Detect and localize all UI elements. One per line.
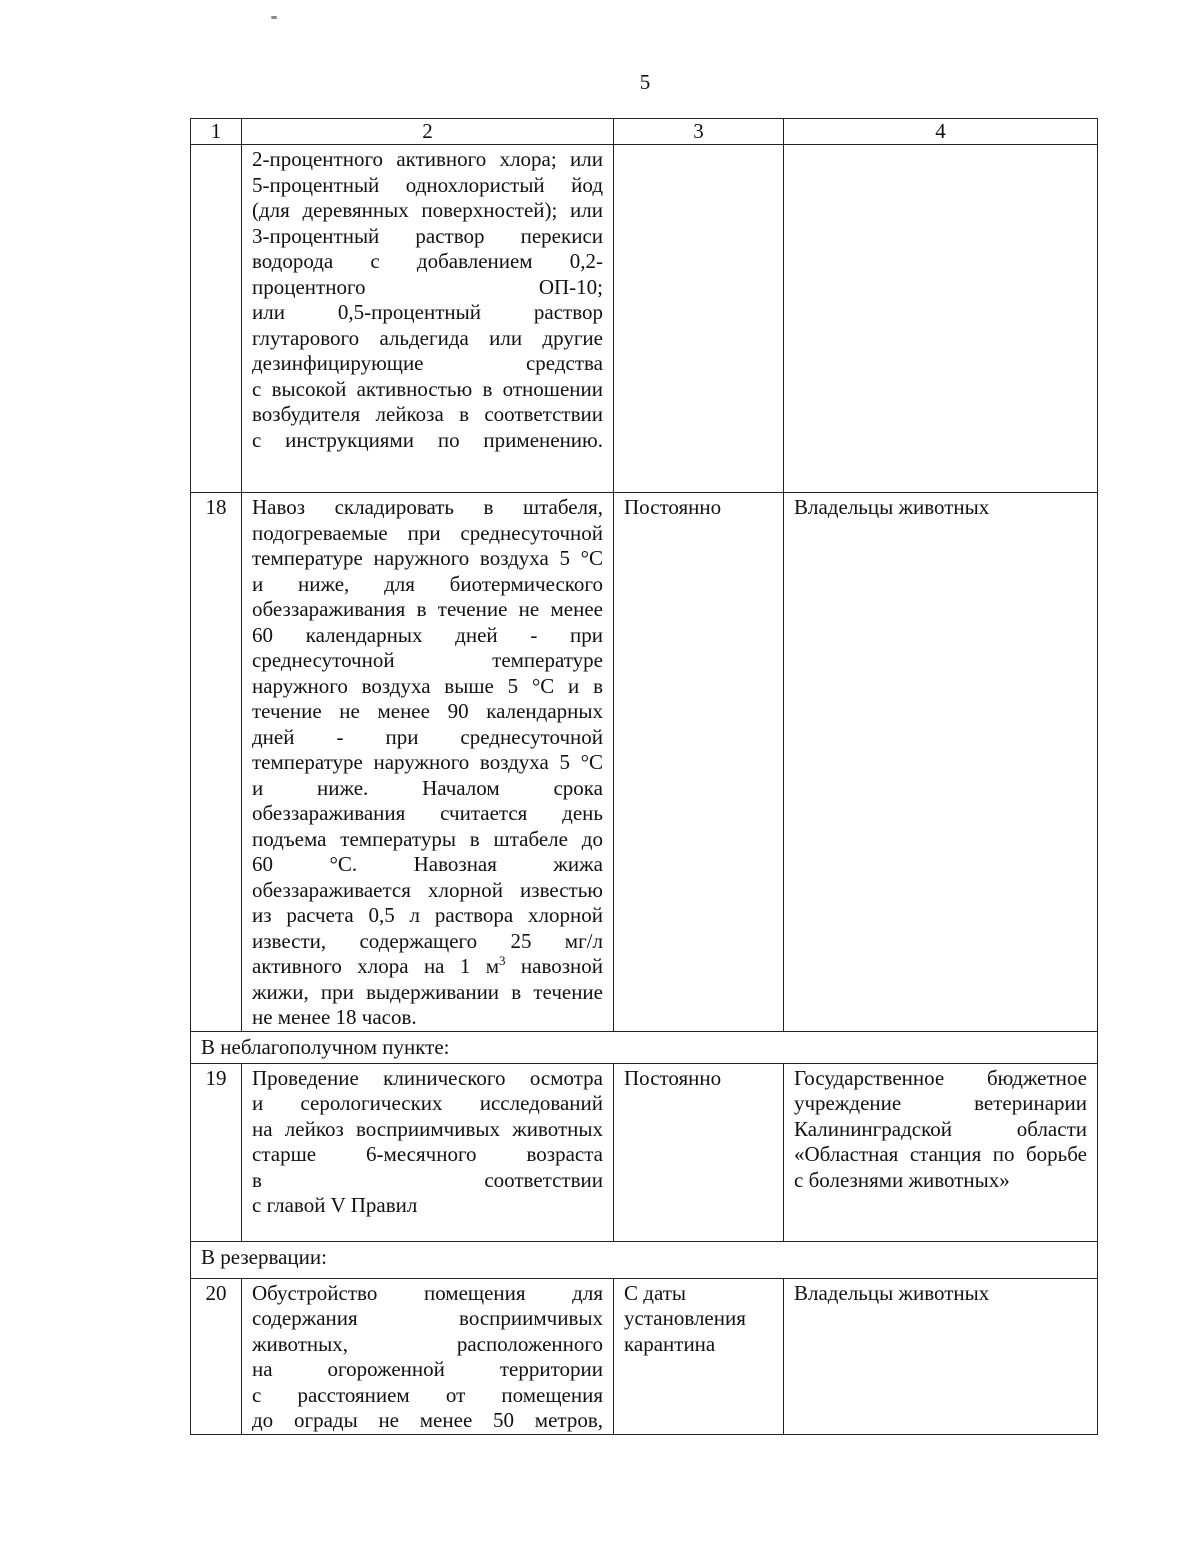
table-row-18 xyxy=(191,493,1098,1032)
text-line: старше 6-месячного возраста xyxy=(252,1142,603,1166)
text-line: 60 календарных дней - при xyxy=(252,622,603,647)
text-line: Калининградской области xyxy=(794,1116,1087,1141)
page-number: 5 xyxy=(639,70,651,94)
text-line: обеззараживается хлорной известью xyxy=(252,877,603,902)
text-line: на огороженной территории xyxy=(252,1357,603,1381)
text-line: и ниже. Началом срока xyxy=(252,775,603,800)
row-number: 19 xyxy=(191,1063,242,1241)
section-row-unfavorable xyxy=(191,1031,1098,1063)
text-line: С даты xyxy=(624,1280,687,1305)
responsible-empty xyxy=(784,145,1098,493)
text-line-with-superscript xyxy=(252,954,603,980)
text-line: обеззараживания считается день xyxy=(252,801,603,825)
text-line: и серологических исследований xyxy=(252,1091,603,1115)
text-line: животных, расположенного xyxy=(252,1331,603,1356)
measure-text xyxy=(242,1063,614,1241)
text-fragment: активного хлора на 1 м xyxy=(252,954,500,978)
table-row-continued xyxy=(191,145,1098,493)
header-col-4: 4 xyxy=(784,119,1098,145)
text-line: температуре наружного воздуха 5 °С xyxy=(252,750,603,774)
text-line: (для деревянных поверхностей); или xyxy=(252,198,603,222)
text-line: подогреваемые при среднесуточной xyxy=(252,520,603,545)
text-line: с главой V Правил xyxy=(252,1193,418,1217)
text-line: с болезнями животных» xyxy=(794,1167,1010,1192)
text-line: жижи, при выдерживании в течение xyxy=(252,979,603,1004)
header-col-3: 3 xyxy=(614,119,784,145)
table-row-19 xyxy=(191,1063,1098,1241)
text-line: с расстоянием от помещения xyxy=(252,1382,603,1407)
responsible: Владельцы животных xyxy=(784,1278,1098,1434)
text-line: карантина xyxy=(624,1331,716,1356)
text-line: дезинфицирующие средства xyxy=(252,351,603,375)
row-number-empty xyxy=(191,145,242,493)
text-line: процентного ОП-10; xyxy=(252,274,603,299)
period: Постоянно xyxy=(614,1063,784,1241)
text-line: установления xyxy=(624,1306,746,1330)
superscript: 3 xyxy=(499,953,506,968)
text-line: извести, содержащего 25 мг/л xyxy=(252,928,603,953)
period: Постоянно xyxy=(614,493,784,1032)
text-line: 60 °С. Навозная жижа xyxy=(252,852,603,876)
scan-speck xyxy=(271,16,277,19)
table-header-row xyxy=(191,119,1098,145)
section-title: В неблагополучном пункте: xyxy=(191,1031,1098,1063)
text-line: в соответствии xyxy=(252,1167,603,1192)
text-line: содержания восприимчивых xyxy=(252,1306,603,1330)
text-line: из расчета 0,5 л раствора хлорной xyxy=(252,903,603,927)
text-line: водорода с добавлением 0,2- xyxy=(252,249,603,273)
text-line: наружного воздуха выше 5 °С и в xyxy=(252,673,603,698)
text-line: среднесуточной температуре xyxy=(252,648,603,672)
text-line: 5-процентный однохлористый йод xyxy=(252,172,603,197)
measure-text-continued xyxy=(242,145,614,493)
measure-text xyxy=(242,493,614,1032)
text-line: учреждение ветеринарии xyxy=(794,1091,1087,1115)
text-line: течение не менее 90 календарных xyxy=(252,699,603,723)
text-fragment: навозной xyxy=(505,954,603,978)
row-number: 20 xyxy=(191,1278,242,1434)
text-line: 3-процентный раствор перекиси xyxy=(252,223,603,248)
text-line: до ограды не менее 50 метров, xyxy=(252,1408,603,1432)
text-line: и ниже, для биотермического xyxy=(252,571,603,596)
text-line: обеззараживания в течение не менее xyxy=(252,597,603,621)
text-line: Государственное бюджетное xyxy=(794,1065,1087,1090)
text-line: Обустройство помещения для xyxy=(252,1280,603,1305)
text-line: Навоз складировать в штабеля, xyxy=(252,495,603,519)
section-row-reservation xyxy=(191,1241,1098,1278)
text-line: температуре наружного воздуха 5 °С xyxy=(252,546,603,570)
row-number: 18 xyxy=(191,493,242,1032)
text-line: с инструкциями по применению. xyxy=(252,427,603,452)
text-line: глутарового альдегида или другие xyxy=(252,325,603,350)
table-row-20 xyxy=(191,1278,1098,1434)
text-line: возбудителя лейкоза в соответствии xyxy=(252,402,603,426)
period xyxy=(614,1278,784,1434)
responsible: Владельцы животных xyxy=(784,493,1098,1032)
text-line: с высокой активностью в отношении xyxy=(252,376,603,401)
measure-text xyxy=(242,1278,614,1434)
text-line: дней - при среднесуточной xyxy=(252,724,603,749)
text-line: не менее 18 часов. xyxy=(252,1005,417,1029)
period-empty xyxy=(614,145,784,493)
measures-table xyxy=(190,118,1098,1435)
text-line: «Областная станция по борьбе xyxy=(794,1142,1087,1166)
header-col-1: 1 xyxy=(191,119,242,145)
section-title: В резервации: xyxy=(191,1241,1098,1278)
responsible xyxy=(784,1063,1098,1241)
text-line: подъема температуры в штабеле до xyxy=(252,826,603,851)
header-col-2: 2 xyxy=(242,119,614,145)
text-line: 2-процентного активного хлора; или xyxy=(252,147,603,171)
text-line: на лейкоз восприимчивых животных xyxy=(252,1116,603,1141)
text-line: или 0,5-процентный раствор xyxy=(252,300,603,324)
text-line: Проведение клинического осмотра xyxy=(252,1065,603,1090)
